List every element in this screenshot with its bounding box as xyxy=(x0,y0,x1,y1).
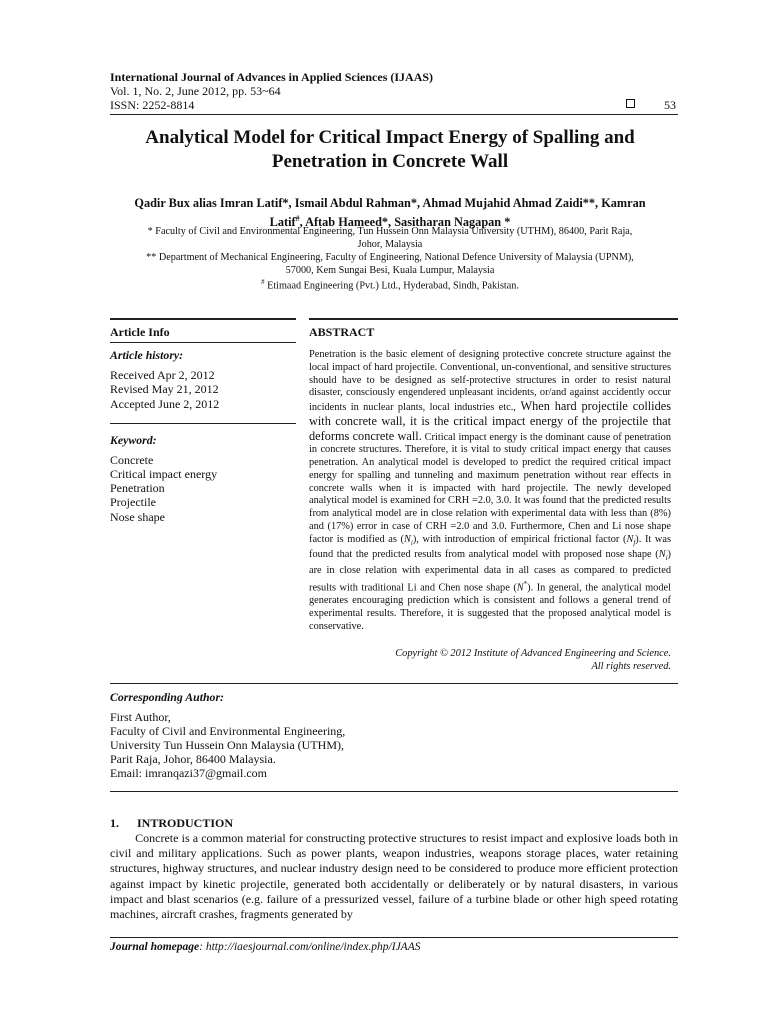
affiliation-1-line-2: Johor, Malaysia xyxy=(357,238,423,250)
symbol-n: N xyxy=(516,582,524,594)
author-list xyxy=(100,196,680,230)
abstract-text: Critical impact energy is the dominant cause of penetration in concrete structures. Therefore, it is vital to study critical impact energy that causes penetration. An analytical model is developed to predict the required critical impact energy for spalling and tunneling and maximum penetration without rear effects in concrete walls when it is impacted with hard projectile. The newly developed analytical model is examined for CRH =2.0, 3.0. It was found that the predicted results from analytical model are in close relation with experimental data with less than (8%) and (17%) error in case of CRH =2.0 and 3.0. Furthermore, Chen and Li nose shape factor is modified as ( xyxy=(309,431,671,545)
copyright-line-2: All rights reserved. xyxy=(591,660,671,672)
keyword-item: Projectile xyxy=(110,495,156,509)
introduction-heading: 1. INTRODUCTION xyxy=(110,816,234,830)
article-info-rule xyxy=(110,342,296,343)
symbol-superscript: * xyxy=(523,579,528,588)
authors-line-1: Qadir Bux alias Imran Latif*, Ismail Abdul Rahman*, Ahmad Mujahid Ahmad Zaidi**, Kamran xyxy=(134,196,646,210)
affiliation-2-line-1: ** Department of Mechanical Engineering, Faculty of Engineering, National Defence University of Malaysia (UPNM), xyxy=(146,252,634,263)
keyword-item: Nose shape xyxy=(110,510,165,524)
author-latif: Latif xyxy=(269,215,296,230)
corresponding-line: Parit Raja, Johor, 86400 Malaysia. xyxy=(110,752,276,766)
symbol-subscript: i xyxy=(665,554,668,563)
corresponding-line: University Tun Hussein Onn Malaysia (UTHM), xyxy=(110,738,344,752)
affiliation-2-line-2: 57000, Kem Sungai Besi, Kuala Lumpur, Malaysia xyxy=(285,264,495,276)
abstract-text: ) are in close relation with experimental data in all cases as compared to predicted results with traditional Li and Chen nose shape ( xyxy=(309,549,671,594)
abstract-text: ). In general, the analytical model generates encouraging prediction which is consistent and follows a general trend of experimental results. Therefore, it is suggested that the proposed analytical model is conservative. xyxy=(309,582,671,632)
affiliation-1 xyxy=(100,226,680,252)
symbol-subscript: i xyxy=(410,538,413,547)
symbol-n: N xyxy=(658,549,666,561)
symbol-subscript: f xyxy=(633,538,636,547)
corresponding-top-rule xyxy=(110,683,678,684)
copyright-notice xyxy=(309,648,671,673)
affiliation-1-line-1: * Faculty of Civil and Environmental Engineering, Tun Hussein Onn Malaysia University (UTHM), 86400, Parit Raja, xyxy=(147,226,633,237)
authors-rest: , Aftab Hameed*, Sasitharan Nagapan * xyxy=(299,215,511,230)
paper-title xyxy=(100,126,680,174)
affiliation-3-line-1: Etimaad Engineering (Pvt.) Ltd., Hyderabad, Sindh, Pakistan. xyxy=(264,280,519,292)
journal-homepage xyxy=(110,941,420,953)
corresponding-line: Faculty of Civil and Environmental Engineering, xyxy=(110,724,346,738)
corresponding-email: Email: imranqazi37@gmail.com xyxy=(110,766,268,780)
affiliation-3 xyxy=(100,276,680,293)
symbol-n: N xyxy=(403,533,411,545)
abstract-top-rule xyxy=(309,318,678,320)
homepage-label: Journal homepage xyxy=(110,941,200,953)
keyword-item: Concrete xyxy=(110,453,154,467)
abstract-text: When hard projectile collides with concrete wall, it is the critical impact energy of the projectile that deforms concrete wall. xyxy=(309,399,671,443)
keyword-rule xyxy=(110,423,296,424)
journal-issn: ISSN: 2252-8814 xyxy=(110,98,195,112)
square-icon xyxy=(626,99,635,108)
affiliation-2 xyxy=(100,252,680,278)
keyword-item: Critical impact energy xyxy=(110,467,218,481)
keyword-item: Penetration xyxy=(110,481,165,495)
affiliation-3-mark: # xyxy=(261,278,265,286)
history-heading: Article history: xyxy=(110,348,184,362)
received-date: Received Apr 2, 2012 xyxy=(110,368,215,382)
abstract-text: ). It was found that the predicted results from analytical model with proposed nose shape ( xyxy=(309,533,672,561)
journal-volume: Vol. 1, No. 2, June 2012, pp. 53~64 xyxy=(110,84,281,98)
symbol-n: N xyxy=(626,533,634,545)
page-number: 53 xyxy=(664,98,676,112)
corresponding-bottom-rule xyxy=(110,791,678,792)
copyright-line-1: Copyright © 2012 Institute of Advanced Engineering and Science. xyxy=(395,648,671,659)
author-mark: # xyxy=(295,214,300,223)
header-rule xyxy=(110,114,678,115)
corresponding-line: First Author, xyxy=(110,710,171,724)
introduction-body: Concrete is a common material for constructing protective structures to resist impact and explosive loads both in civil and military applications. Such as power plants, weapon industries, weapons storage places, water retaining structures, highway structures, and nuclear industry design need to be considered to produce more efficient protection against impact by kinetic projectile, generated both accidentally or deliberately or by natural disasters, in various impact and blast scenarios (e.g. failure of a pressurized vessel, failure of a turbine blade or other high speed rotating machines, aircraft crashes, fragments generated by xyxy=(110,831,678,922)
homepage-link[interactable]: : http://iaesjournal.com/online/index.php/IJAAS xyxy=(199,941,421,953)
abstract-heading: ABSTRACT xyxy=(309,325,375,339)
footer-rule xyxy=(110,937,678,938)
abstract-text: Penetration is the basic element of designing protective concrete structure against the local impact of hard projectile. Conventional, un-conventional, and sensitive structures should have to be designed as self-protective structures in order to resist natural disaster, consciously engendered unpleasant incidents, or/and against accidently occur incidents in nuclear plants, local industries etc., xyxy=(309,349,671,413)
title-line-2: Penetration in Concrete Wall xyxy=(271,151,509,172)
title-line-1: Analytical Model for Critical Impact Energy of Spalling and xyxy=(145,127,635,148)
corresponding-heading: Corresponding Author: xyxy=(110,690,224,704)
article-info-heading: Article Info xyxy=(110,325,170,339)
article-info-top-rule xyxy=(110,318,296,320)
keyword-heading: Keyword: xyxy=(110,433,157,447)
abstract-body xyxy=(309,349,671,633)
accepted-date: Accepted June 2, 2012 xyxy=(110,397,220,411)
journal-name: International Journal of Advances in Applied Sciences (IJAAS) xyxy=(110,70,434,84)
abstract-text: ), with introduction of empirical frictional factor ( xyxy=(412,533,627,545)
revised-date: Revised May 21, 2012 xyxy=(110,382,219,396)
